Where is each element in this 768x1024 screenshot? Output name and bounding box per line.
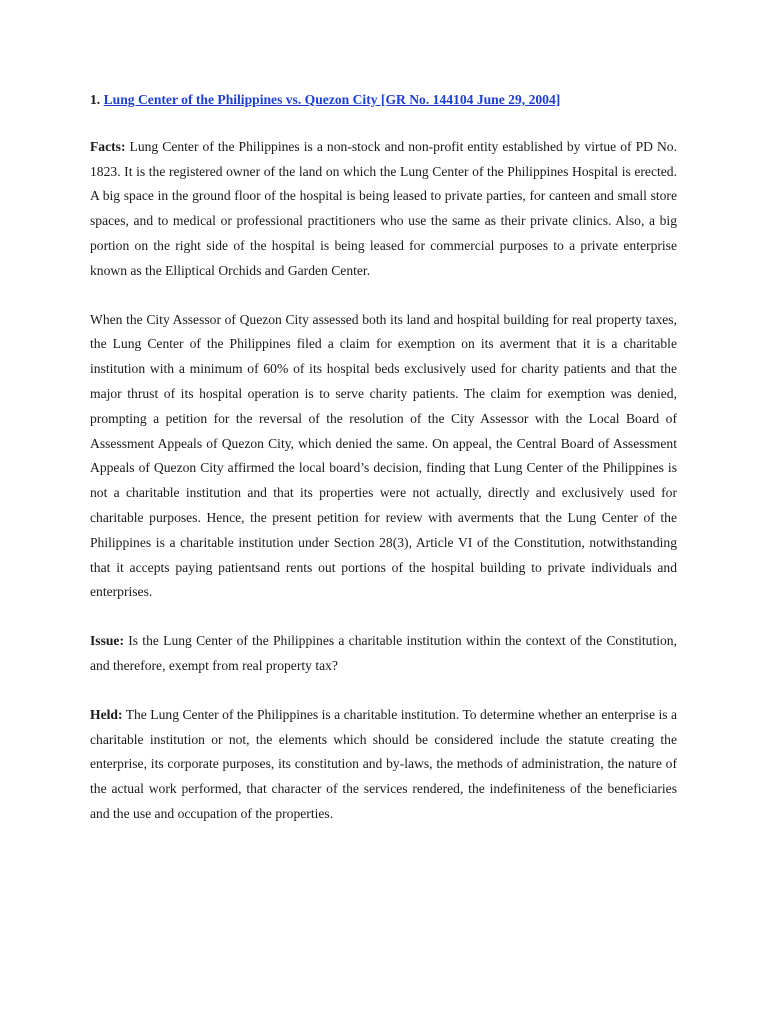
facts-text: Lung Center of the Philippines is a non-stock and non-profit entity established by virtue of PD No. 1823. It is the registered owner of the land on which the Lung Center of the Philippines Hospital is erected. A big space in the ground floor of the hospital is being leased to private parties, for canteen and small store spaces, and to medical or professional practitioners who use the same as their private clinics. Also, a big portion on the right side of the hospital is being leased for commercial purposes to a private enterprise known as the Elliptical Orchids and Garden Center.	[90, 138, 677, 278]
held-text: The Lung Center of the Philippines is a charitable institution. To determine whether an enterprise is a charitable institution or not, the elements which should be considered include the statute creating the enterprise, its corporate purposes, its constitution and by-laws, the methods of administration, the nature of the actual work performed, that character of the services rendered, the indefiniteness of the beneficiaries and the use and occupation of the properties.	[90, 706, 678, 821]
facts-label: Facts:	[90, 138, 126, 154]
case-title-link[interactable]: Lung Center of the Philippines vs. Quezon City [GR No. 144104 June 29, 2004]	[103, 92, 561, 107]
case-number: 1.	[90, 92, 101, 107]
issue-text: Is the Lung Center of the Philippines a charitable institution within the context of the Constitution, and therefore, exempt from real property tax?	[90, 633, 677, 673]
facts-paragraph	[90, 135, 677, 284]
held-label: Held:	[90, 706, 123, 722]
issue-paragraph	[90, 629, 677, 679]
case-heading	[90, 88, 677, 113]
issue-label: Issue:	[90, 633, 124, 649]
facts-continued-paragraph: When the City Assessor of Quezon City assessed both its land and hospital building for real property taxes, the Lung Center of the Philippines filed a claim for exemption on its averment that it is a charitable institution with a minimum of 60% of its hospital beds exclusively used for charity patients and that the major thrust of its hospital operation is to serve charity patients. The claim for exemption was denied, prompting a petition for the reversal of the resolution of the City Assessor with the Local Board of Assessment Appeals of Quezon City, which denied the same. On appeal, the Central Board of Assessment Appeals of Quezon City affirmed the local board’s decision, finding that Lung Center of the Philippines is not a charitable institution and that its properties were not actually, directly and exclusively used for charitable purposes. Hence, the present petition for review with averments that the Lung Center of the Philippines is a charitable institution under Section 28(3), Article VI of the Constitution, notwithstanding that it accepts paying patientsand rents out portions of the hospital building to private individuals and enterprises.	[90, 311, 677, 600]
document-page	[90, 88, 677, 851]
held-paragraph	[90, 703, 677, 827]
